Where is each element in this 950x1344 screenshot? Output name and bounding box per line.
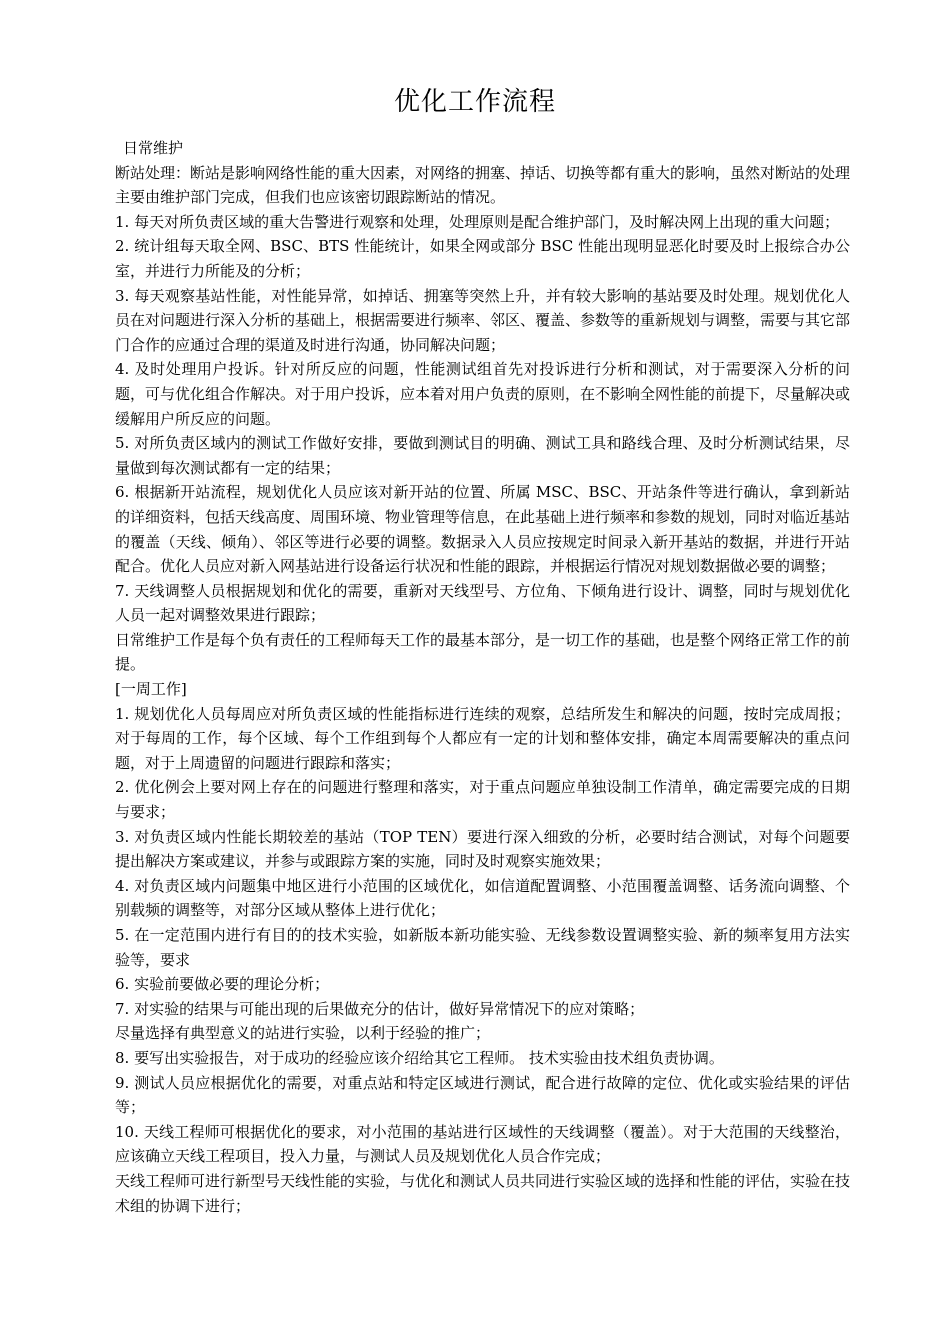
list-item: 3. 每天观察基站性能，对性能异常，如掉话、拥塞等突然上升，并有较大影响的基站要及时处理。规划优化人员在对问题进行深入分析的基础上，根据需要进行频率、邻区、覆盖、参数等的重新规划与调整，需要与其它部门合作的应通过合理的渠道及时进行沟通，协同解决问题； — [115, 286, 851, 354]
list-item: 3. 对负责区域内性能长期较差的基站（TOP TEN）要进行深入细致的分析，必要时结合测试，对每个问题要提出解决方案或建议，并参与或跟踪方案的实施，同时及时观察实施效果； — [115, 827, 850, 871]
list-item: 2. 统计组每天取全网、BSC、BTS 性能统计，如果全网或部分 BSC 性能出现明显恶化时要及时上报综合办公室，并进行力所能及的分析； — [115, 237, 850, 280]
document-body — [115, 136, 850, 1218]
list-item: 9. 测试人员应根据优化的需要，对重点站和特定区域进行测试，配合进行故障的定位、优化或实验结果的评估等； — [115, 1073, 850, 1117]
section-heading-weekly-work: [一周工作] — [115, 680, 187, 699]
list-item: 5. 在一定范围内进行有目的的技术实验，如新版本新功能实验、无线参数设置调整实验、新的频率复用方法实验等，要求 — [115, 926, 850, 969]
paragraph-daily-summary: 日常维护工作是每个负有责任的工程师每天工作的最基本部分，是一切工作的基础，也是整个网络正常工作的前提。 — [115, 630, 851, 674]
list-item: 7. 天线调整人员根据规划和优化的需要，重新对天线型号、方位角、下倾角进行设计、调整，同时与规划优化人员一起对调整效果进行跟踪； — [115, 581, 850, 625]
paragraph-note: 尽量选择有典型意义的站进行实验，以利于经验的推广； — [115, 1024, 491, 1043]
list-item: 1. 规划优化人员每周应对所负责区域的性能指标进行连续的观察，总结所发生和解决的问题，按时完成周报；对于每周的工作，每个区域、每个工作组到每个人都应有一定的计划和整体安排，确定本周需要解决的重点问题，对于上周遗留的问题进行跟踪和落实； — [115, 704, 850, 772]
list-item: 7. 对实验的结果与可能出现的后果做充分的估计，做好异常情况下的应对策略； — [115, 999, 645, 1018]
document-title: 优化工作流程 — [393, 87, 556, 117]
list-item: 5. 对所负责区域内的测试工作做好安排，要做到测试目的明确、测试工具和路线合理、及时分析测试结果，尽量做到每次测试都有一定的结果； — [115, 434, 850, 477]
list-item: 4. 及时处理用户投诉。针对所反应的问题，性能测试组首先对投诉进行分析和测试，对于需要深入分析的问题，可与优化组合作解决。对于用户投诉，应本着对用户负责的原则，在不影响全网性能的前提下，尽量解决或缓解用户所反应的问题。 — [115, 360, 851, 428]
list-item: 1. 每天对所负责区域的重大告警进行观察和处理，处理原则是配合维护部门，及时解决网上出现的重大问题； — [115, 212, 840, 231]
paragraph-site-outage: 断站处理：断站是影响网络性能的重大因素，对网络的拥塞、掉话、切换等都有重大的影响，虽然对断站的处理主要由维护部门完成，但我们也应该密切跟踪断站的情况。 — [115, 163, 851, 207]
list-item: 6. 实验前要做必要的理论分析； — [115, 975, 330, 994]
section-heading-daily-maintenance: 日常维护 — [123, 139, 184, 157]
list-item: 6. 根据新开站流程，规划优化人员应该对新开站的位置、所属 MSC、BSC、开站条件等进行确认，拿到新站的详细资料，包括天线高度、周围环境、物业管理等信息，在此基础上进行频率和参数的规划，同时对临近基站的覆盖（天线、倾角）、邻区等进行必要的调整。数据录入人员应按规定时间录入新开基站的数据，并进行开站配合。优化人员应对新入网基站进行设备运行状况和性能的跟踪，并根据运行情况对规划数据做必要的调整； — [115, 483, 851, 576]
list-item: 10. 天线工程师可根据优化的要求，对小范围的基站进行区域性的天线调整（覆盖）。对于大范围的天线整治，应该确立天线工程项目，投入力量，与测试人员及规划优化人员合作完成； — [115, 1122, 850, 1166]
list-item: 4. 对负责区域内问题集中地区进行小范围的区域优化，如信道配置调整、小范围覆盖调整、话务流向调整、个别载频的调整等，对部分区域从整体上进行优化； — [115, 876, 850, 920]
list-item: 2. 优化例会上要对网上存在的问题进行整理和落实，对于重点问题应单独设制工作清单，确定需要完成的日期与要求； — [115, 778, 850, 822]
list-item: 8. 要写出实验报告，对于成功的经验应该介绍给其它工程师。 技术实验由技术组负责协调。 — [115, 1048, 724, 1067]
paragraph-note: 天线工程师可进行新型号天线性能的实验，与优化和测试人员共同进行实验区域的选择和性能的评估，实验在技术组的协调下进行； — [115, 1171, 851, 1215]
